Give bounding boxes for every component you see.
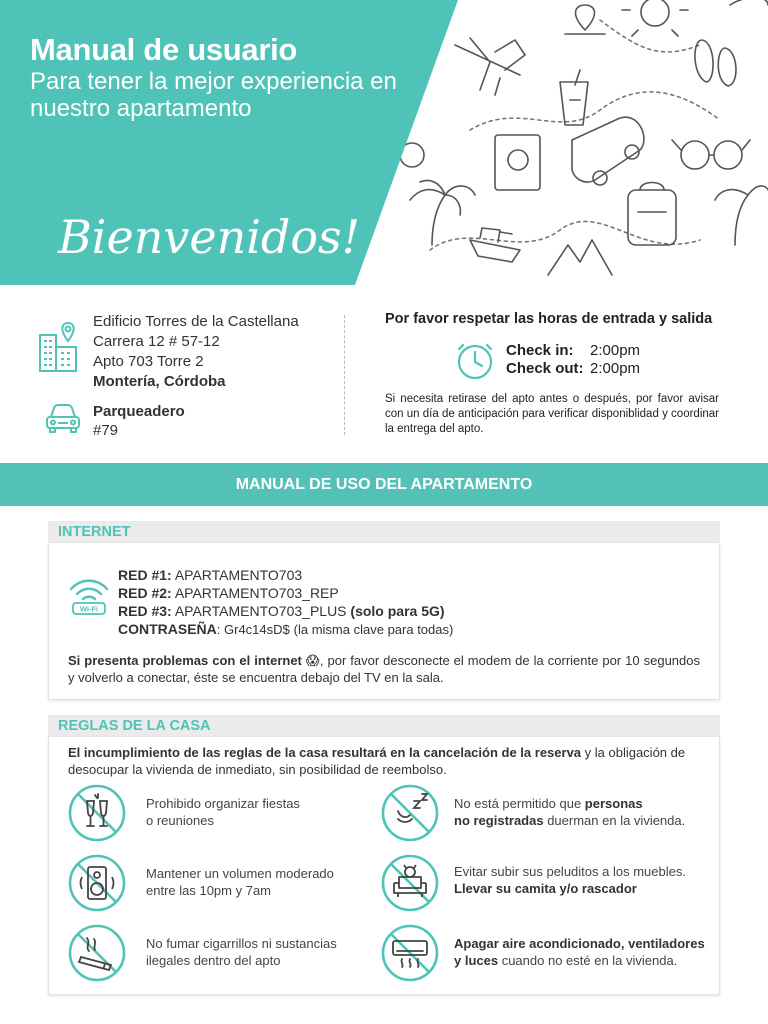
no-party-icon <box>67 783 127 843</box>
no-smoking-icon <box>67 923 127 983</box>
rule-6-post: cuando no esté en la vivienda. <box>498 953 678 968</box>
rule-2-bold-1: personas <box>584 796 643 811</box>
rule-1-line-1: Prohibido organizar fiestas <box>146 796 300 811</box>
welcome-text: Bienvenidos! <box>58 210 361 264</box>
rule-5-line-1: No fumar cigarrillos ni sustancias <box>146 936 337 951</box>
rule-4-line-1: Evitar subir sus peluditos a los muebles. <box>454 864 686 879</box>
network-3-label: RED #3: <box>118 603 172 619</box>
rule-moderate-volume <box>146 865 334 899</box>
wifi-icon <box>68 574 110 616</box>
car-icon <box>45 403 81 435</box>
info-divider <box>344 315 345 435</box>
header-banner <box>0 0 768 285</box>
rule-no-parties <box>146 795 300 829</box>
page-title: Manual de usuario <box>30 32 298 67</box>
scream-emoji: 😱 <box>305 653 320 668</box>
building-name: Edificio Torres de la Castellana <box>93 313 299 330</box>
checkin-times <box>506 342 640 378</box>
parking-number: #79 <box>93 422 119 439</box>
rules-heading: REGLAS DE LA CASA <box>48 715 720 737</box>
apartment-info <box>0 285 768 463</box>
hours-note: Si necesita retirase del apto antes o después, por favor avisar con un día de anticipación para verificar disponiblidad y coordinar la entrega del apto. <box>385 393 719 435</box>
rule-2-line-1 <box>454 795 685 812</box>
network-3 <box>118 602 453 620</box>
rule-6-bold-2: y luces <box>454 953 499 968</box>
no-sleep-icon <box>380 783 440 843</box>
internet-note-bold: Si presenta problemas con el internet <box>68 653 302 668</box>
rule-turn-off-appliances <box>454 935 705 969</box>
rule-3-line-2: entre las 10pm y 7am <box>146 883 272 898</box>
rule-pets <box>454 863 686 897</box>
password-label: CONTRASEÑA <box>118 621 217 637</box>
rule-3-line-1: Mantener un volumen moderado <box>146 866 334 881</box>
network-3-note: (solo para 5G) <box>350 603 445 619</box>
rule-no-smoking <box>146 935 337 969</box>
rule-2-bold-2: no registradas <box>454 813 544 828</box>
parking-block <box>93 402 185 440</box>
rule-2-post: duerman en la vivienda. <box>543 813 686 828</box>
rules-intro <box>68 744 708 778</box>
section-banner: MANUAL DE USO DEL APARTAMENTO <box>0 463 768 506</box>
building-location-icon <box>38 321 80 373</box>
wifi-networks <box>118 566 453 639</box>
rule-2-pre: No está permitido que <box>454 796 585 811</box>
rule-4-bold: Llevar su camita y/o rascador <box>454 881 637 896</box>
password-value: : Gr4c14sD$ <box>216 622 290 637</box>
internet-note <box>68 652 700 686</box>
checkout-label: Check out: <box>506 360 584 377</box>
page-subtitle: Para tener la mejor experiencia en nuestro apartamento <box>30 68 397 122</box>
clock-icon <box>455 341 495 381</box>
apartment-unit: Apto 703 Torre 2 <box>93 353 204 370</box>
internet-note-rest: , por favor desconecte el modem de la corriente por 10 segundos y volverlo a conectar, éste se encuentra debajo del TV en la sala. <box>68 653 700 685</box>
turn-off-ac-icon <box>380 923 440 983</box>
rule-6-bold-1: Apagar aire acondicionado, ventiladores <box>454 936 705 951</box>
rules-intro-rest: y la obligación de desocupar la vivienda de inmediato, sin posibilidad de reembolso. <box>68 745 686 777</box>
rule-6-line-2 <box>454 952 705 969</box>
city: Montería, Córdoba <box>93 373 226 390</box>
checkin-time: 2:00pm <box>590 342 641 359</box>
network-2 <box>118 584 453 602</box>
network-3-name: APARTAMENTO703_PLUS <box>174 603 347 619</box>
rule-no-unregistered-guests <box>454 795 685 829</box>
rules-intro-bold: El incumplimiento de las reglas de la casa resultará en la cancelación de la reserva <box>68 745 582 760</box>
address-block <box>93 312 299 392</box>
network-2-name: APARTAMENTO703_REP <box>174 585 339 601</box>
network-1-name: APARTAMENTO703 <box>174 567 303 583</box>
password-note: (la misma clave para todas) <box>293 622 454 637</box>
network-1 <box>118 566 453 584</box>
svg-text:Wi-Fi: Wi-Fi <box>79 604 99 614</box>
rule-5-line-2: ilegales dentro del apto <box>146 953 281 968</box>
hours-title: Por favor respetar las horas de entrada y salida <box>385 311 713 327</box>
checkin-row <box>506 342 640 360</box>
wifi-password <box>118 620 453 639</box>
internet-heading: INTERNET <box>48 521 720 543</box>
checkout-row <box>506 360 640 378</box>
network-2-label: RED #2: <box>118 585 172 601</box>
checkout-time: 2:00pm <box>590 360 641 377</box>
rule-2-line-2 <box>454 812 685 829</box>
street-address: Carrera 12 # 57-12 <box>93 333 220 350</box>
rule-1-line-2: o reuniones <box>146 813 214 828</box>
checkin-label: Check in: <box>506 342 574 359</box>
no-loud-speaker-icon <box>67 853 127 913</box>
no-pets-on-sofa-icon <box>380 853 440 913</box>
network-1-label: RED #1: <box>118 567 172 583</box>
parking-label: Parqueadero <box>93 403 185 420</box>
